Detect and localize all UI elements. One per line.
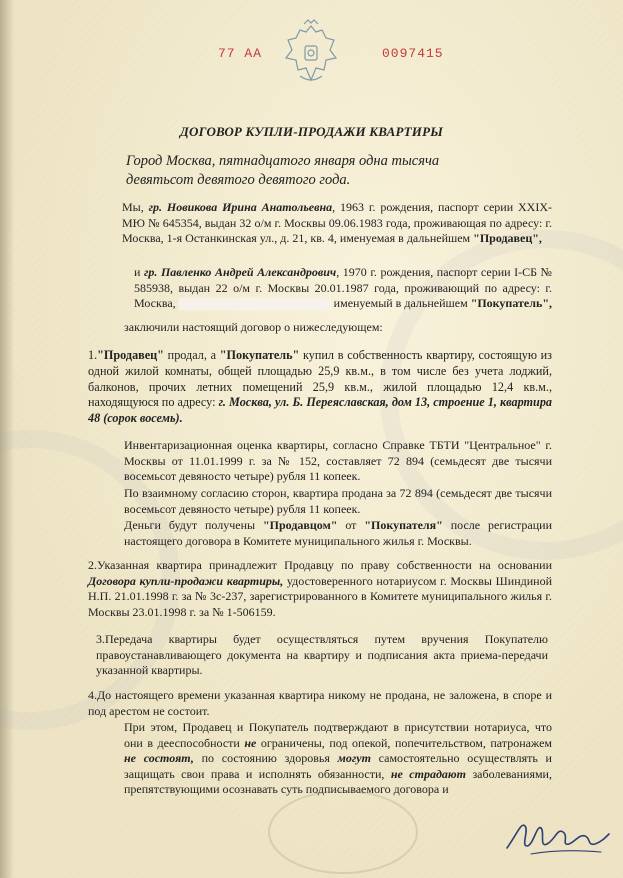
serial-number: 0097415 — [382, 46, 444, 61]
party-seller-name: гр. Новикова Ирина Анатольевна — [148, 200, 333, 214]
clause-1-text: продал, а — [163, 348, 220, 362]
clause-1-address: г. Москва, ул. Б. Переяславская, дом 13, строение 1, квартира 48 (сорок восемь). — [88, 395, 553, 426]
party-buyer-details: , 1970 г. рождения, паспорт серии I-СБ № 585938, выдан 22 о/м г. Москвы 20.01.1987 года, проживающий по адресу: г. Москва, — [134, 265, 553, 311]
party-seller-details: , 1963 г. рождения, паспорт серии XXIX-МЮ № 645354, выдан 32 о/м г. Москвы 09.06.1983 года, проживающая по адресу: г. Москва, 1-я Останкинская ул., д. 21, кв. 4, именуемая в дальнейшем — [122, 200, 552, 246]
clause-3-text: 3.Передача квартиры будет осуществляться путем вручения Покупателю правоустанавливающего документа на квартиру и подписания акта приема-передачи указанной квартиры. — [96, 632, 548, 678]
party-seller-prefix: Мы, — [122, 200, 149, 214]
clause-2 — [88, 558, 552, 620]
intro-text: заключили настоящий договор о нижеследующем: — [124, 320, 383, 334]
clause-4 — [88, 688, 552, 719]
document-title: ДОГОВОР КУПЛИ-ПРОДАЖИ КВАРТИРЫ — [179, 124, 444, 139]
clause-1-number: 1. — [88, 348, 98, 362]
clause-1-buyer: "Покупатель" — [219, 348, 300, 362]
coat-of-arms-icon — [280, 18, 342, 88]
confirmation-text: по состоянию здоровья — [193, 751, 338, 766]
party-buyer-prefix: и — [134, 265, 144, 279]
clause-1-evaluation — [88, 438, 552, 485]
party-buyer-suffix: именуемый в дальнейшем — [330, 296, 471, 311]
confirmation-text: ограничены, под опекой, попечительством, патронажем — [256, 735, 552, 750]
confirmation-emphasis: не — [244, 735, 257, 750]
intro-line — [124, 320, 588, 336]
party-seller — [88, 200, 552, 247]
clause-2-document: Договора купли-продажи квартиры, — [88, 573, 284, 588]
confirmation-emphasis: не состоят, — [124, 751, 194, 766]
clause-3 — [96, 632, 548, 679]
confirmation-text: При этом, Продавец и Покупатель подтверждают в присутствии нотариуса, что они в дееспособности — [124, 720, 552, 750]
clause-2-text: удостоверенного нотариусом г. Москвы Шиндиной Н.П. 21.01.1998 г. за № 3с-237, зарегистрированного в Комитете муниципального жилья г. Москвы 23.01.1998 г. за № 1-506159. — [88, 573, 552, 619]
clause-1-price — [88, 486, 552, 517]
clause-4-confirmation — [88, 720, 552, 798]
clause-1 — [88, 348, 552, 427]
money-seller: "Продавцом" — [263, 518, 338, 532]
city-date-line: Город Москва, пятнадцатого января одна тысяча — [126, 153, 440, 169]
clause-1-seller: "Продавец" — [97, 348, 164, 362]
evaluation-text: Инвентаризационная оценка квартиры, согласно Справке ТБТИ "Центральное" г. Москвы от 11.01.1999 г. за № 152, составляет 72 894 (семьдесят две тысячи восемьсот девяносто четыре) рубля 11 копеек. — [124, 438, 552, 484]
redacted-address — [179, 298, 331, 310]
clause-1-money — [88, 518, 552, 549]
faded-stamp — [268, 790, 418, 874]
clause-1-text: купил в собственность квартиру, состоящую из одной жилой комнаты, общей площадью 25,9 кв.м., в том числе без учета лоджий, балконов, прочих летних помещений 25,9 кв.м., жилой площадью 12,4 кв.м., находящуюся по адресу: — [88, 348, 552, 410]
clause-4-text: 4.До настоящего времени указанная квартира никому не продана, не заложена, в споре и под арестом не состоит. — [88, 688, 552, 718]
party-buyer — [88, 265, 552, 312]
confirmation-emphasis: могут — [337, 751, 371, 766]
money-text: Деньги будут получены — [124, 518, 264, 532]
confirmation-text: самостоятельно осуществлять и защищать свои права и исполнять обязанности, — [124, 751, 552, 781]
money-text: после регистрации настоящего договора в Комитете муниципального жилья г. Москвы. — [124, 518, 552, 548]
confirmation-emphasis: не страдают — [390, 766, 466, 781]
party-seller-role: "Продавец", — [473, 231, 542, 246]
confirmation-text: заболеваниями, препятствующими осознавать суть подписываемого договора и — [124, 766, 552, 797]
serial-series: 77 АА — [218, 46, 263, 61]
city-date-line: девятьсот девятого девятого года. — [126, 172, 351, 188]
money-text: от — [337, 518, 365, 532]
price-text: По взаимному согласию сторон, квартира продана за 72 894 (семьдесят две тысячи восемьсот девяносто четыре) рубля 11 копеек. — [124, 486, 552, 516]
party-buyer-role: "Покупатель", — [470, 296, 552, 311]
clause-2-text: 2.Указанная квартира принадлежит Продавцу по праву собственности на основании — [88, 558, 552, 572]
signature-icon — [503, 804, 611, 860]
party-buyer-name: гр. Павленко Андрей Александрович — [143, 265, 337, 279]
money-buyer: "Покупателя" — [364, 518, 443, 532]
city-date — [126, 152, 439, 190]
